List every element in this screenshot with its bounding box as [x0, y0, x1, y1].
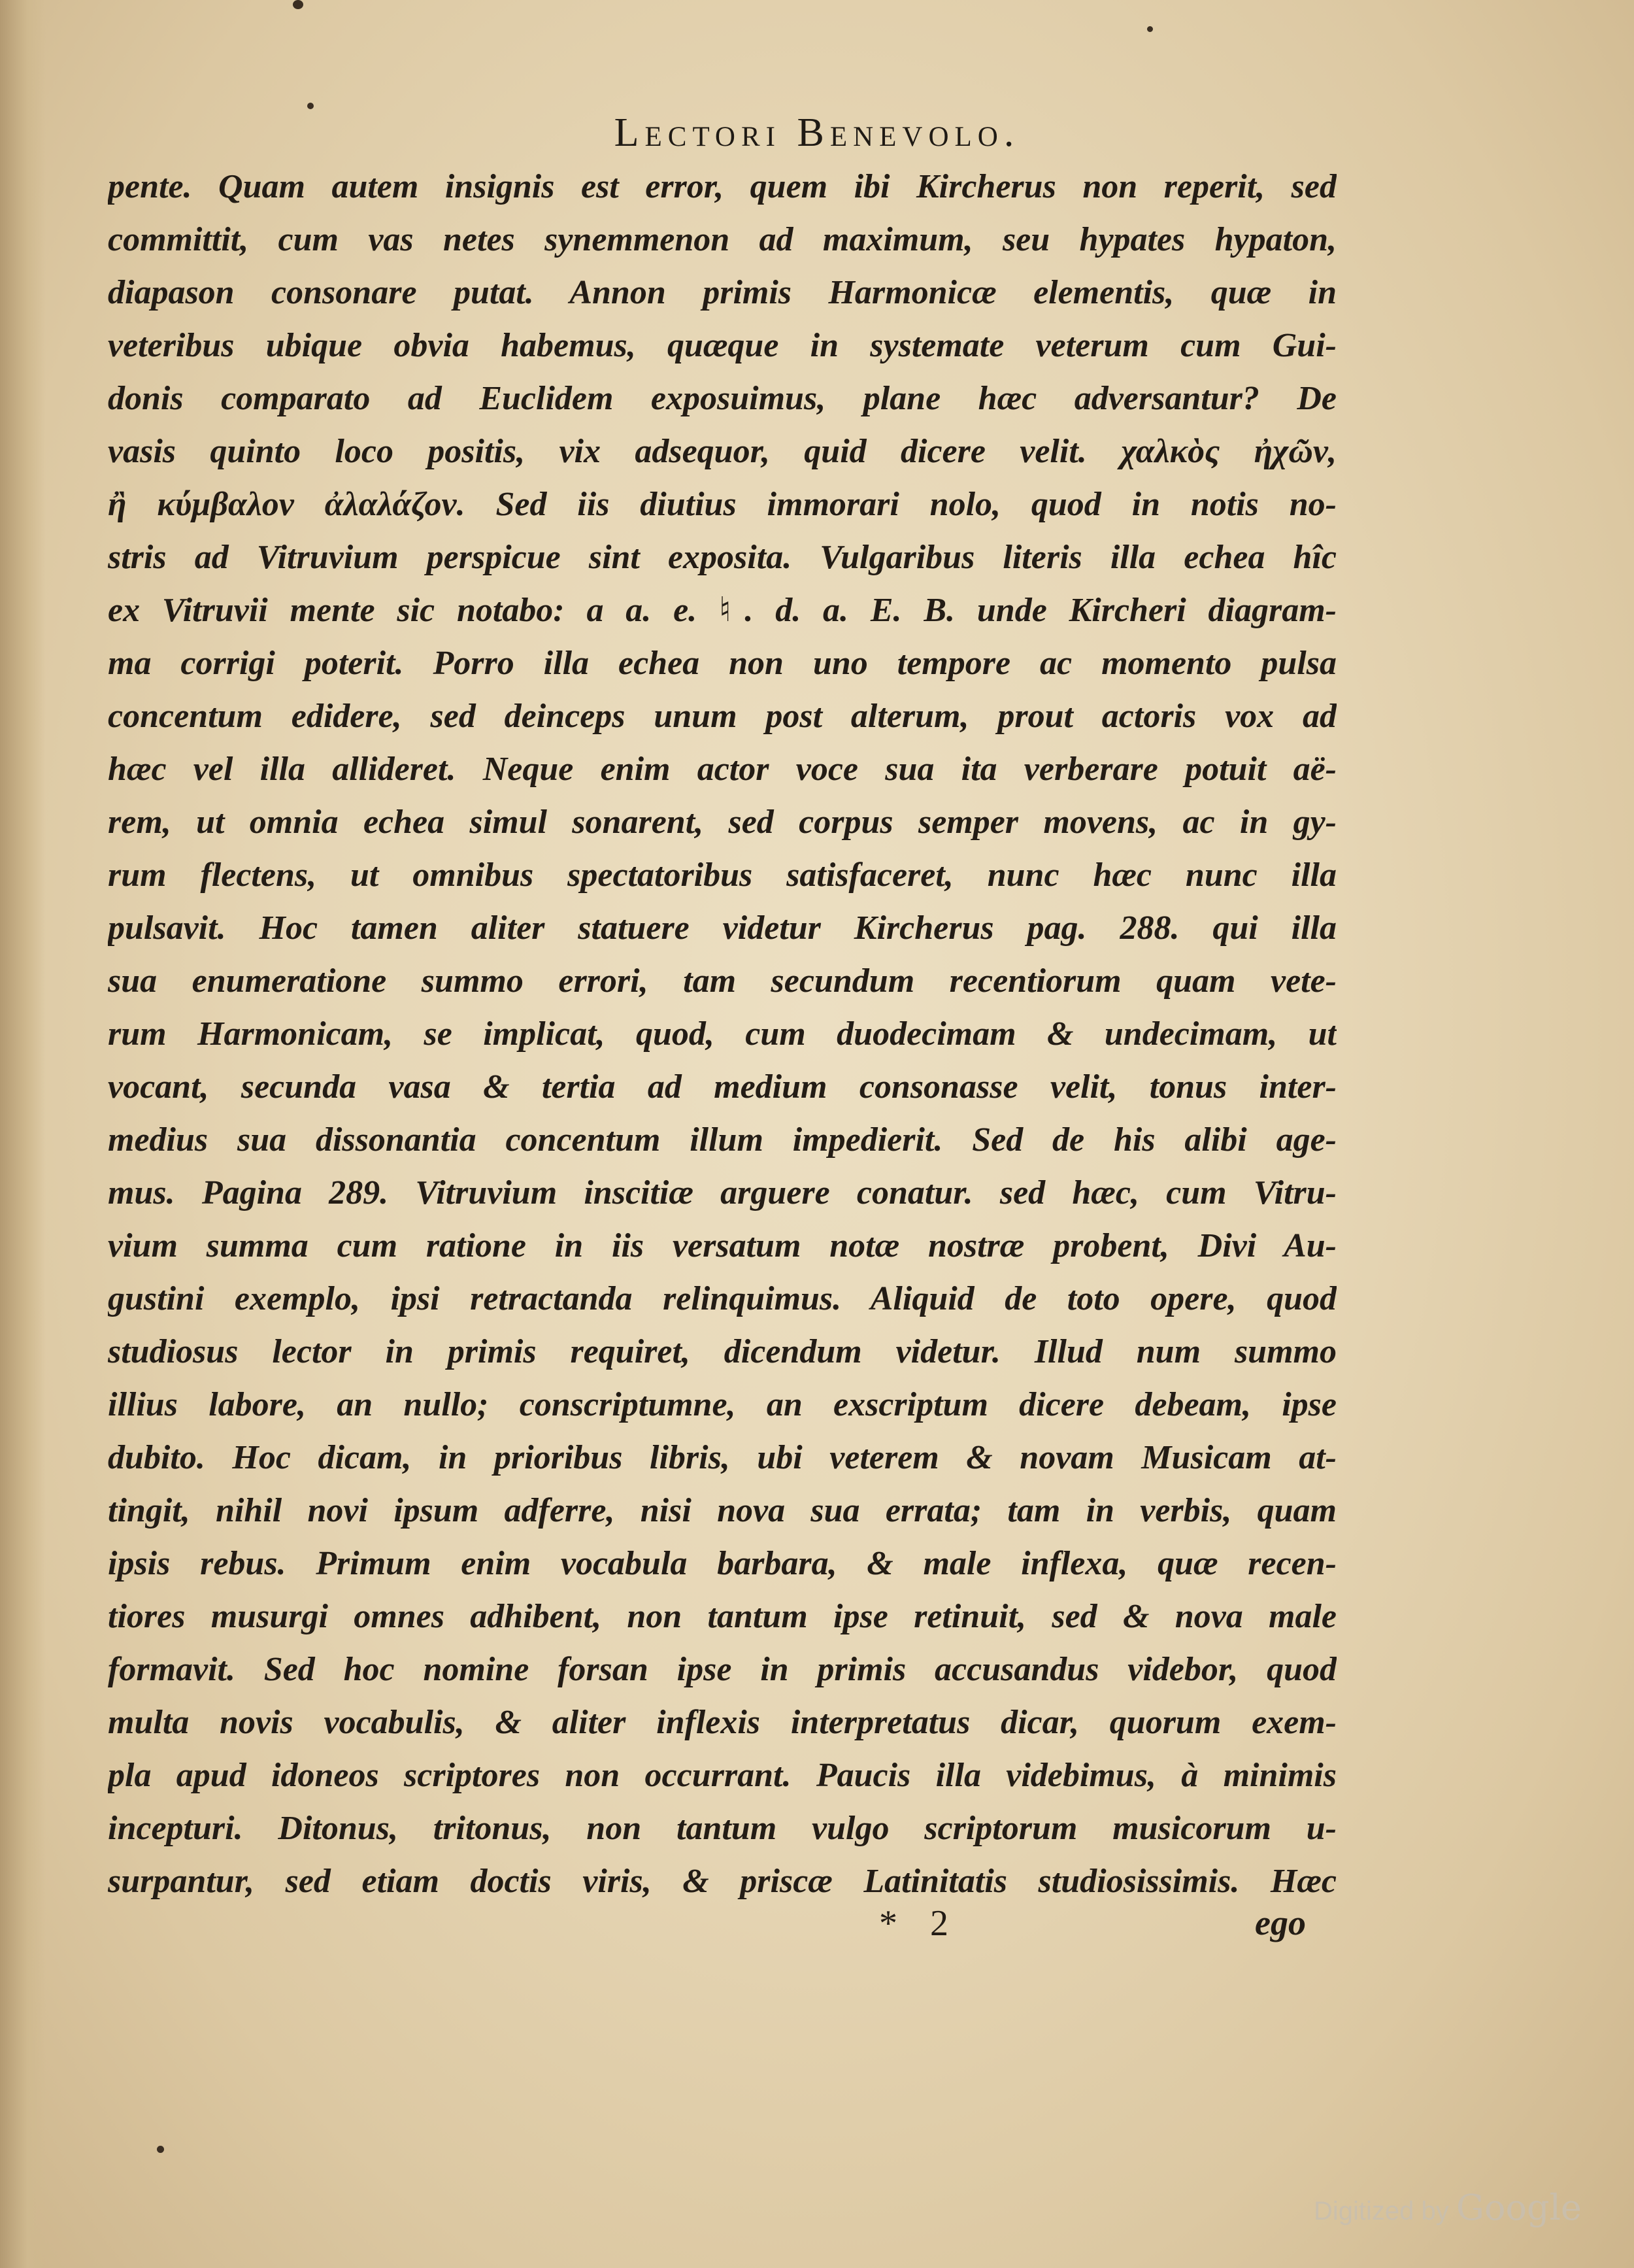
- body-text: [108, 160, 1337, 1908]
- text-line: stris ad Vitruvium perspicue sint exposita. Vulgaribus literis illa echea hîc: [108, 539, 1337, 576]
- text-line: rem, ut omnia echea simul sonarent, sed corpus semper movens, ac in gy-: [108, 804, 1337, 841]
- text-line: dubito. Hoc dicam, in prioribus libris, ubi veterem & novam Musicam at-: [108, 1439, 1337, 1476]
- text-line: ipsis rebus. Primum enim vocabula barbara, & male inflexa, quæ recen-: [108, 1545, 1337, 1582]
- text-line: committit, cum vas netes synemmenon ad maximum, seu hypates hypaton,: [108, 221, 1337, 258]
- text-line: veteribus ubique obvia habemus, quæque in systemate veterum cum Gui-: [108, 327, 1337, 364]
- text-line: rum Harmonicam, se implicat, quod, cum duodecimam & undecimam, ut: [108, 1015, 1337, 1053]
- text-line: ma corrigi poterit. Porro illa echea non uno tempore ac momento pulsa: [108, 645, 1337, 682]
- text-line: pla apud idoneos scriptores non occurrant. Paucis illa videbimus, à minimis: [108, 1757, 1337, 1794]
- text-line: mus. Pagina 289. Vitruvium inscitiæ arguere conatur. sed hæc, cum Vitru-: [108, 1174, 1337, 1211]
- text-line: donis comparato ad Euclidem exposuimus, plane hæc adversantur? De: [108, 380, 1337, 417]
- text-line: vocant, secunda vasa & tertia ad medium consonasse velit, tonus inter-: [108, 1068, 1337, 1106]
- text-line: tingit, nihil novi ipsum adferre, nisi nova sua errata; tam in verbis, quam: [108, 1492, 1337, 1529]
- catchword: ego: [1255, 1903, 1306, 1942]
- page-edge-shadow: [0, 0, 46, 2268]
- ink-spot: [307, 103, 314, 109]
- text-line: incepturi. Ditonus, tritonus, non tantum vulgo scriptorum musicorum u-: [108, 1810, 1337, 1847]
- text-line: concentum edidere, sed deinceps unum post alterum, prout actoris vox ad: [108, 698, 1337, 735]
- text-line: illius labore, an nullo; conscriptumne, an exscriptum dicere debeam, ipse: [108, 1386, 1337, 1423]
- ink-spot: [157, 2146, 164, 2153]
- text-line: pente. Quam autem insignis est error, quem ibi Kircherus non reperit, sed: [108, 168, 1337, 205]
- text-line: diapason consonare putat. Annon primis Harmonicæ elementis, quæ in: [108, 274, 1337, 311]
- text-line: ἢ κύμβαλον ἀλαλάζον. Sed iis diutius immorari nolo, quod in notis no-: [108, 486, 1337, 523]
- text-line: vium summa cum ratione in iis versatum notæ nostræ probent, Divi Au-: [108, 1227, 1337, 1264]
- text-line: ex Vitruvii mente sic notabo: a a. e. ♮. d. a. E. B. unde Kircheri diagram-: [108, 592, 1337, 629]
- ink-spot: [293, 0, 303, 9]
- text-line: medius sua dissonantia concentum illum impedierit. Sed de his alibi age-: [108, 1121, 1337, 1159]
- watermark-brand: Google: [1456, 2187, 1582, 2228]
- text-line: studiosus lector in primis requiret, dicendum videtur. Illud num summo: [108, 1333, 1337, 1370]
- text-line: multa novis vocabulis, & aliter inflexis interpretatus dicar, quorum exem-: [108, 1704, 1337, 1741]
- digitization-watermark: [1314, 2187, 1582, 2228]
- watermark-prefix: Digitized by: [1314, 2197, 1449, 2226]
- text-line: pulsavit. Hoc tamen aliter statuere videtur Kircherus pag. 288. qui illa: [108, 909, 1337, 947]
- text-line: surpantur, sed etiam doctis viris, & priscæ Latinitatis studiosissimis. Hæc: [108, 1863, 1337, 1900]
- text-line: gustini exemplo, ipsi retractanda relinquimus. Aliquid de toto opere, quod: [108, 1280, 1337, 1317]
- text-line: rum flectens, ut omnibus spectatoribus satisfaceret, nunc hæc nunc illa: [108, 856, 1337, 894]
- text-line: vasis quinto loco positis, vix adsequor, quid dicere velit. χαλκὸς ἠχῶν,: [108, 433, 1337, 470]
- ink-spot: [1147, 26, 1153, 32]
- text-line: sua enumeratione summo errori, tam secundum recentiorum quam vete-: [108, 962, 1337, 1000]
- signature-mark: * 2: [879, 1903, 960, 1944]
- text-line: tiores musurgi omnes adhibent, non tantum ipse retinuit, sed & nova male: [108, 1598, 1337, 1635]
- text-line: hæc vel illa allideret. Neque enim actor voce sua ita verberare potuit aë-: [108, 751, 1337, 788]
- text-line: formavit. Sed hoc nomine forsan ipse in primis accusandus videbor, quod: [108, 1651, 1337, 1688]
- running-head: Lectori Benevolo.: [614, 110, 1020, 155]
